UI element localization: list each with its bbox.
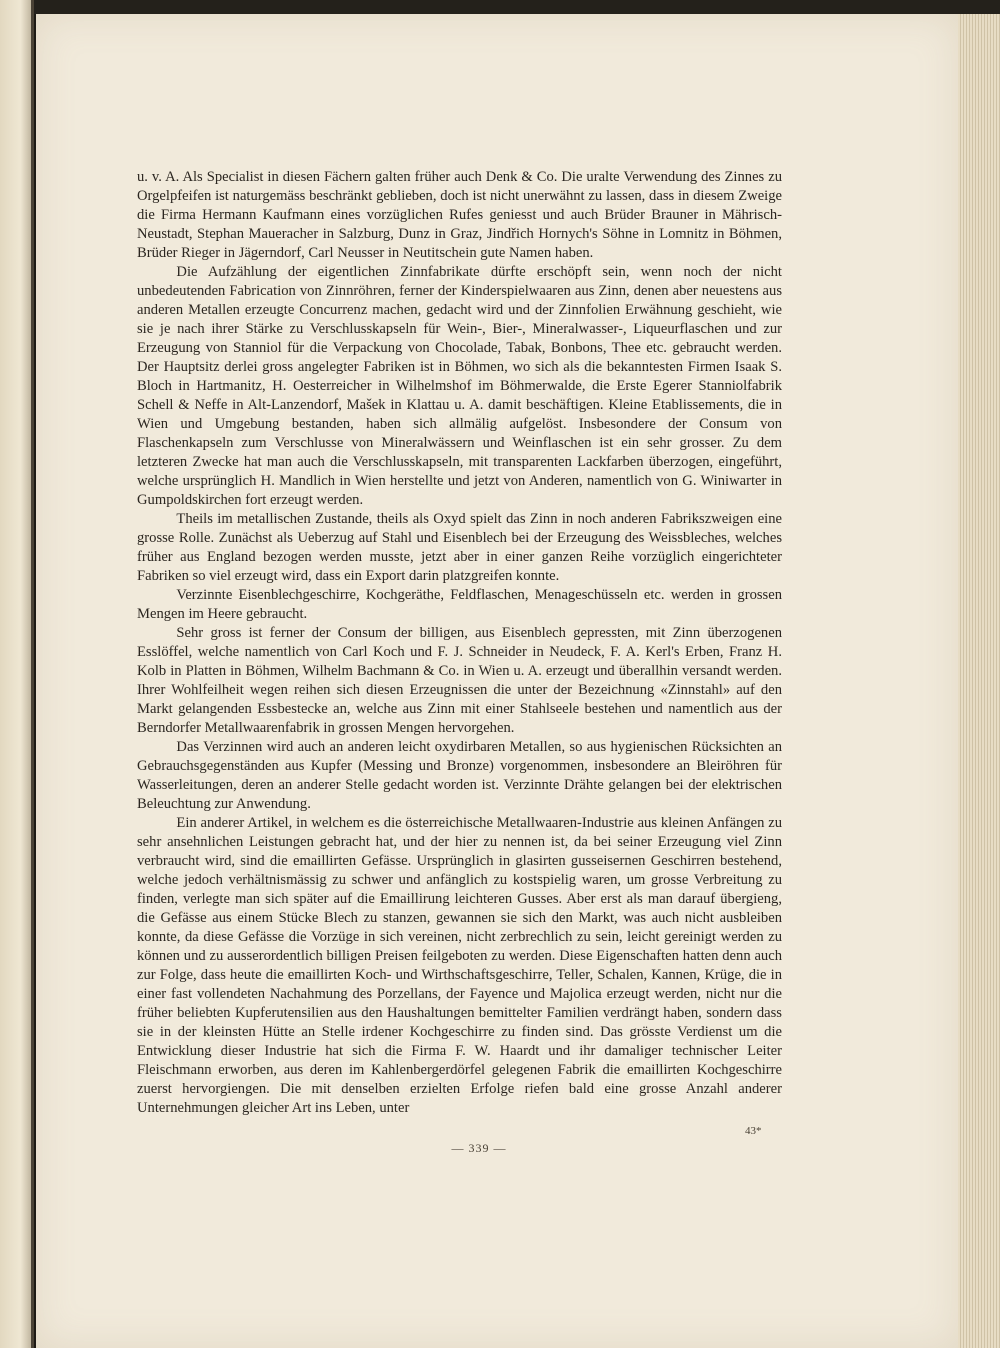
paragraph-7: Ein anderer Artikel, in welchem es die österreichische Metallwaaren-Industrie aus kleinen Anfängen zu sehr ansehnlichen Leistungen gebracht hat, und der hier zu nennen ist, da bei seiner Erzeugung viel Zinn verbraucht wird, sind die emaillirten Gefässe. Ursprünglich in glasirten gusseisernen Geschirren bestehend, welche jedoch verhältnismässig zu schwer und anfänglich zu kostspielig waren, um grosse Verbreitung zu finden, verlegte man sich später auf die Emaillirung leichteren Gusses. Aber erst als man darauf übergieng, die Gefässe aus einem Stücke Blech zu stanzen, gewannen sie sich den Markt, was auch nicht ausbleiben konnte, da diese Gefässe die Vorzüge in sich vereinen, nicht zerbrechlich zu sein, leicht gereinigt werden zu können und zu ausserordentlich billigen Preisen feilgeboten zu werden. Diese Eigenschaften hatten denn auch zur Folge, dass heute die emaillirten Koch- und Wirthschaftsgeschirre, Teller, Schalen, Kannen, Krüge, die in einer fast vollendeten Nachahmung des Porzellans, der Fayence und Majolica erzeugt werden, nicht nur die früher beliebten Kupferutensilien aus den Haushaltungen bemittelter Familien verdrängt haben, sondern dass sie in der kleinsten Hütte an Stelle irdener Kochgeschirre zu finden sind. Das grösste Verdienst um die Entwicklung dieser Industrie hat sich die Firma F. W. Haardt und ihr damaliger technischer Leiter Fleischmann erworben, aus deren im Kahlenbergerdörfel gelegenen Fabrik die emaillirten Kochgeschirre zuerst hervorgiengen. Die mit denselben erzielten Erfolge riefen bald eine grosse Anzahl anderer Unternehmungen gleicher Art ins Leben, unter	[137, 815, 782, 1116]
paragraph-4: Verzinnte Eisenblechgeschirre, Kochgeräthe, Feldflaschen, Menageschüsseln etc. werden in grossen Mengen im Heere gebraucht.	[137, 587, 782, 622]
paragraph-2: Die Aufzählung der eigentlichen Zinnfabrikate dürfte erschöpft sein, wenn noch der nicht unbedeutenden Fabrication von Zinnröhren, ferner der Kinderspielwaaren aus Zinn, denen aber neuestens aus anderen Metallen erzeugte Concurrenz machen, gedacht wird und der Zinnfolien Erwähnung geschieht, wie sie je nach ihrer Stärke zu Verschlusskapseln für Wein-, Bier-, Mineralwasser-, Liqueurflaschen und zur Erzeugung von Stanniol für die Verpackung von Chocolade, Tabak, Bonbons, Thee etc. gebraucht werden. Der Hauptsitz derlei gross angelegter Fabriken ist in Böhmen, wo sich als die bekanntesten Firmen Isaak S. Bloch in Hartmanitz, H. Oesterreicher in Wilhelmshof im Böhmerwalde, die Erste Egerer Stanniolfabrik Schell & Neffe in Alt-Lanzendorf, Mašek in Klattau u. A. damit beschäftigen. Kleine Etablissements, die in Wien und Umgebung bestanden, haben sich allmälig aufgelöst. Insbesondere der Consum von Flaschenkapseln zum Verschlusse von Mineralwässern und Weinflaschen ist ein sehr grosser. Zu dem letzteren Zwecke hat man auch die Verschlusskapseln, mit transparenten Lackfarben überzogen, eingeführt, welche ursprünglich H. Mandlich in Wien herstellte und jetzt von Anderen, namentlich von G. Winiwarter in Gumpoldskirchen fort erzeugt werden.	[137, 264, 782, 508]
page-number: — 339 —	[451, 1141, 507, 1155]
paragraph-6: Das Verzinnen wird auch an anderen leicht oxydirbaren Metallen, so aus hygienischen Rücksichten an Gebrauchsgegenständen aus Kupfer (Messing und Bronze) vorgenommen, insbesondere an Bleiröhren für Wasserleitungen, deren an anderer Stelle gedacht worden ist. Verzinnte Drähte gelangen bei der elektrischen Beleuchtung zur Anwendung.	[137, 739, 782, 812]
body-text	[137, 168, 782, 1118]
paragraph-1: u. v. A. Als Specialist in diesen Fächern galten früher auch Denk & Co. Die uralte Verwendung des Zinnes zu Orgelpfeifen ist naturgemäss beschränkt geblieben, doch ist nicht unerwähnt zu lassen, dass in diesem Zweige die Firma Hermann Kaufmann eines vorzüglichen Rufes geniesst und auch Brüder Brauner in Mährisch-Neustadt, Stephan Maueracher in Salzburg, Dunz in Graz, Jindřich Hornych's Söhne in Lomnitz in Böhmen, Brüder Rieger in Jägerndorf, Carl Neusser in Neutitschein gute Namen haben.	[137, 169, 782, 261]
paragraph-5: Sehr gross ist ferner der Consum der billigen, aus Eisenblech gepressten, mit Zinn überzogenen Esslöffel, welche namentlich von Carl Koch und F. J. Schneider in Neudeck, F. A. Kerl's Erben, Franz H. Kolb in Platten in Böhmen, Wilhelm Bachmann & Co. in Wien u. A. erzeugt und überallhin versandt werden. Ihrer Wohlfeilheit wegen reihen sich diesen Erzeugnissen die unter der Bezeichnung «Zinnstahl» auf den Markt gelangenden Essbestecke an, welche aus Zinn mit einer Stahlseele bestehen und namentlich aus der Berndorfer Metallwaarenfabrik in grossen Mengen hervorgehen.	[137, 625, 782, 736]
page-stack-edge	[957, 14, 1000, 1348]
scan-top-edge	[0, 0, 1000, 14]
paragraph-3: Theils im metallischen Zustande, theils als Oxyd spielt das Zinn in noch anderen Fabrikszweigen eine grosse Rolle. Zunächst als Ueberzug auf Stahl und Eisenblech bei der Erzeugung des Weissbleches, welches früher aus England bezogen werden musste, jetzt aber in einer ganzen Reihe vorzüglich eingerichteter Fabriken so viel erzeugt wird, dass ein Export darin platzgreifen konnte.	[137, 511, 782, 584]
signature-mark: 43*	[745, 1125, 762, 1137]
